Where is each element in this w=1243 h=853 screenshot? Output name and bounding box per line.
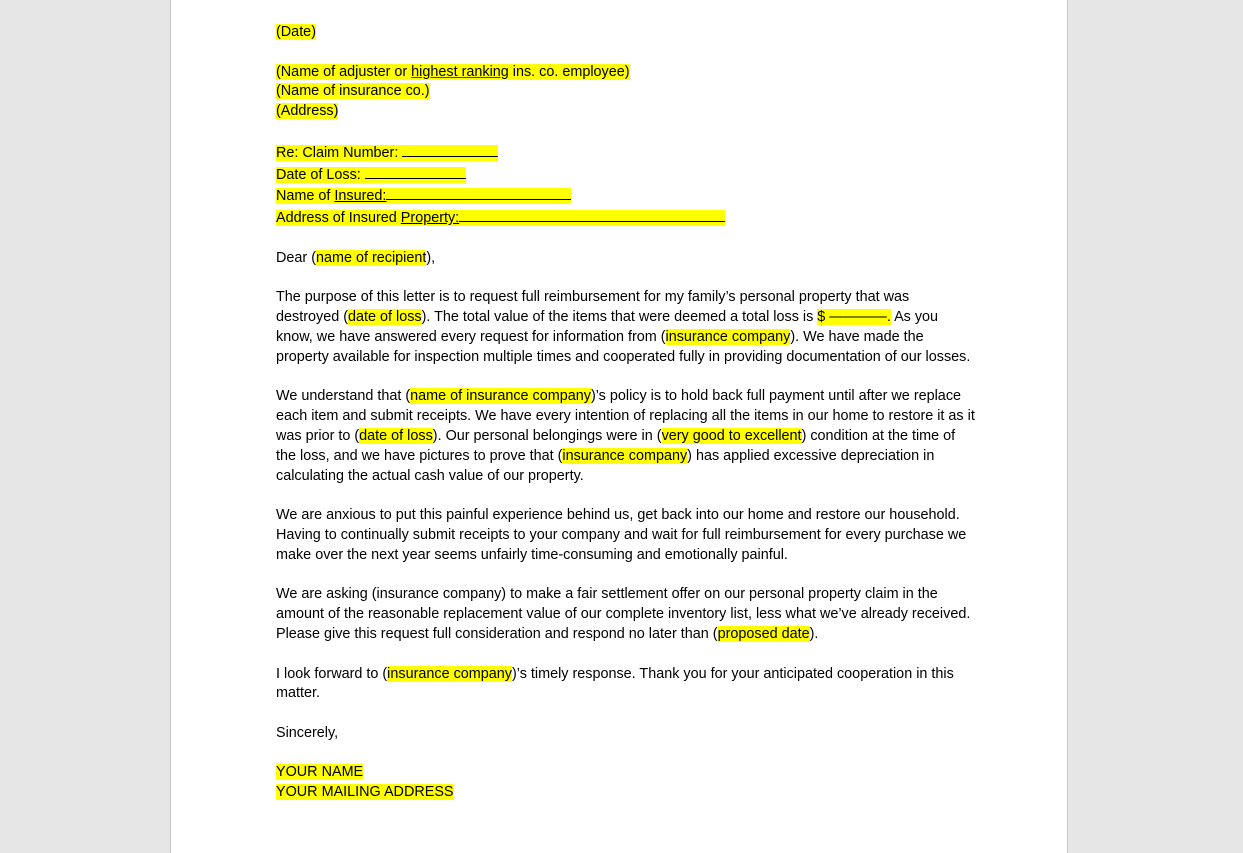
address-of-insured-line [276, 207, 976, 229]
date-placeholder: (Date) [276, 24, 316, 40]
address-placeholder: (Address) [276, 103, 339, 120]
signature-block [276, 763, 976, 803]
date-block [276, 23, 976, 43]
name-of-label: Name of [276, 188, 335, 205]
adjuster-prefix: (Name of adjuster or [276, 63, 412, 80]
p2-text-2: )’s policy is to hold back full payment until after we replace each item and submit receipts. We have every intention of replacing all the items in our home to restore it as it was prior to ( [276, 388, 975, 444]
dear-end: ), [426, 249, 436, 266]
p1-text-2: ). The total value of the items that were deemed a total loss is [421, 309, 818, 326]
insured-word: Insured: [334, 188, 387, 205]
recipient-placeholder: name of recipient [315, 249, 427, 266]
claim-number-label: Re: Claim Number: [276, 144, 403, 161]
your-name: YOUR NAME [276, 764, 364, 781]
document-page[interactable] [170, 0, 1068, 853]
letter-body[interactable] [276, 23, 976, 823]
closing: Sincerely, [276, 724, 339, 741]
p2-text-4: ) condition at the time of the loss, and we have pictures to prove that ( [276, 427, 956, 464]
date-of-loss-blank [365, 164, 466, 179]
p2-date-of-loss: date of loss [359, 427, 433, 444]
address-of-insured-label: Address of Insured [276, 210, 401, 227]
p5-insurance-company: insurance company [387, 665, 512, 682]
property-address-blank [459, 207, 725, 222]
your-name-line [276, 763, 976, 783]
insurer-line [276, 82, 976, 102]
claim-number-blank [402, 142, 498, 157]
p4-proposed-date: proposed date [717, 625, 810, 642]
address-line [276, 102, 976, 122]
insurer-name: (Name of insurance co.) [276, 83, 430, 100]
p5-text-1: I look forward to ( [276, 665, 388, 682]
name-of-insured-line [276, 185, 976, 207]
claim-block [276, 142, 976, 229]
p1-insurance-company: insurance company [665, 328, 791, 345]
p2-insurance-company: insurance company [562, 447, 688, 464]
paragraph-5 [276, 665, 976, 705]
p5-text-2: )’s timely response. Thank you for your anticipated cooperation in this matter. [276, 665, 954, 702]
p2-text-1: We understand that ( [276, 388, 411, 405]
p2-insurance-name: name of insurance company [410, 388, 591, 405]
p4-text-2: ). [809, 625, 819, 642]
paragraph-4 [276, 585, 976, 644]
p2-condition: very good to excellent [661, 427, 802, 444]
date-of-loss-line [276, 164, 976, 186]
claim-number-line [276, 142, 976, 164]
p2-text-3: ). Our personal belongings were in ( [432, 427, 662, 444]
p1-text-1: The purpose of this letter is to request full reimbursement for my family’s personal property that was destroyed ( [276, 289, 910, 326]
property-word: Property: [400, 210, 460, 227]
your-mailing-address: YOUR MAILING ADDRESS [276, 784, 454, 801]
dear-text: Dear ( [276, 249, 316, 266]
paragraph-1 [276, 288, 976, 367]
p1-total-value: $ ————. [817, 309, 891, 326]
p1-text-3: As you know, we have answered every request for information from ( [276, 309, 939, 345]
date-of-loss-label: Date of Loss: [276, 166, 365, 183]
p1-text-4: ). We have made the property available for inspection multiple times and cooperated fully in providing documentation of our losses. [276, 328, 971, 365]
p1-date-of-loss: date of loss [348, 309, 422, 326]
paragraph-3: We are anxious to put this painful experience behind us, get back into our home and restore our household. Having to continually submit receipts to your company and wait for full reimbursement for every purchase we make over the next year seems unfairly time-consuming and emotionally painful. [276, 507, 967, 563]
paragraph-2 [276, 387, 976, 486]
recipient-block [276, 63, 976, 122]
adjuster-line [276, 63, 976, 83]
your-address-line [276, 783, 976, 803]
adjuster-ranking: highest ranking [411, 63, 509, 80]
adjuster-suffix: ins. co. employee) [508, 63, 630, 80]
salutation [276, 249, 976, 269]
p2-text-5: ) has applied excessive depreciation in calculating the actual cash value of our property. [276, 447, 935, 484]
p4-text-1: We are asking (insurance company) to make a fair settlement offer on our personal property claim in the amount of the reasonable replacement value of our complete inventory list, less what we’ve already received. Please give this request full consideration and respond no later than ( [276, 586, 971, 642]
insured-name-blank [386, 185, 571, 200]
